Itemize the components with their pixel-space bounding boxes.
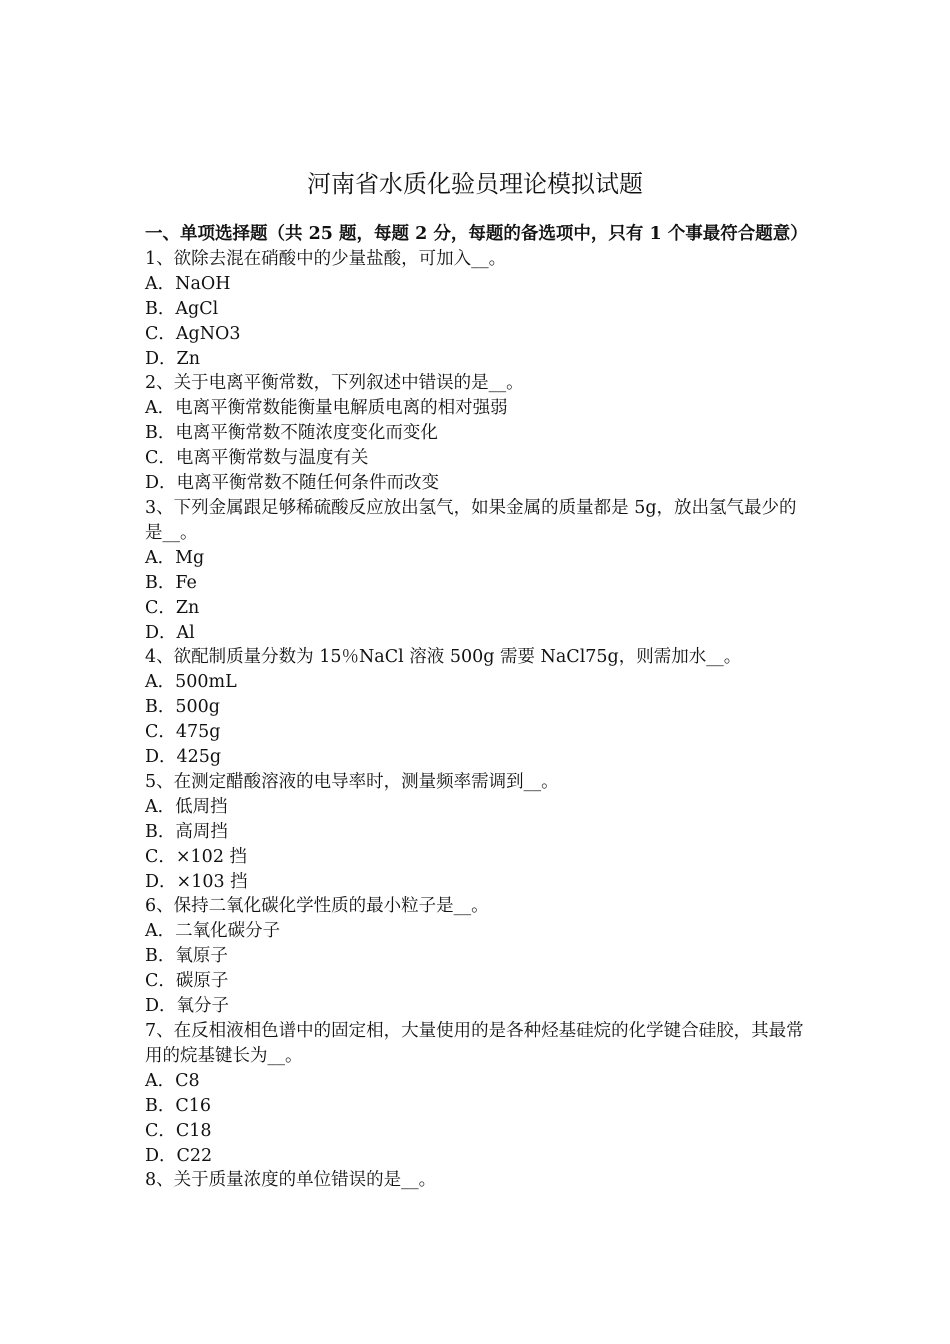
option-b: B．氧原子 [145, 946, 228, 967]
option-c: C．475g [145, 722, 221, 743]
question-stem: 2、关于电离平衡常数，下列叙述中错误的是__。 [145, 373, 524, 394]
question-1 [145, 247, 810, 372]
option-b: B．AgCl [145, 298, 219, 319]
question-8 [145, 1168, 810, 1193]
question-3 [145, 496, 810, 645]
option-a: A．电离平衡常数能衡量电解质电离的相对强弱 [145, 398, 508, 419]
question-stem: 7、在反相液相色谱中的固定相，大量使用的是各种烃基硅烷的化学键合硅胶，其最常用的烷基键长为__。 [145, 1021, 804, 1066]
question-7 [145, 1019, 810, 1168]
option-b: B．500g [145, 697, 220, 718]
option-d: D．氧分子 [145, 996, 230, 1017]
option-c: C．碳原子 [145, 971, 229, 992]
option-b: B．电离平衡常数不随浓度变化而变化 [145, 423, 438, 444]
question-5 [145, 770, 810, 895]
option-d: D．C22 [145, 1145, 213, 1166]
option-d: D．Al [145, 622, 195, 643]
section-heading: 一、单项选择题（共 25 题，每题 2 分，每题的备选项中，只有 1 个事最符合题意） [145, 224, 808, 244]
option-a: A．500mL [145, 672, 237, 693]
option-a: A．Mg [145, 547, 205, 568]
option-d: D．电离平衡常数不随任何条件而改变 [145, 473, 440, 494]
option-b: B．高周挡 [145, 821, 228, 842]
exam-content [145, 222, 810, 1193]
option-c: C．C18 [145, 1120, 212, 1141]
option-b: B．C16 [145, 1095, 212, 1116]
option-c: C．AgNO3 [145, 323, 241, 344]
option-a: A．二氧化碳分子 [145, 921, 281, 942]
question-stem: 3、下列金属跟足够稀硫酸反应放出氢气，如果金属的质量都是 5g，放出氢气最少的是__。 [145, 497, 797, 543]
question-4 [145, 645, 810, 770]
option-c: C．×102 挡 [145, 846, 248, 867]
option-d: D．×103 挡 [145, 871, 248, 892]
option-b: B．Fe [145, 572, 197, 593]
option-d: D．425g [145, 747, 222, 768]
document-title: 河南省水质化验员理论模拟试题 [307, 170, 643, 199]
question-2 [145, 371, 810, 496]
question-stem: 5、在测定醋酸溶液的电导率时，测量频率需调到__。 [145, 771, 559, 792]
question-6 [145, 894, 810, 1019]
question-stem: 1、欲除去混在硝酸中的少量盐酸，可加入__。 [145, 248, 507, 269]
option-a: A．低周挡 [145, 796, 228, 817]
option-a: A．NaOH [145, 273, 231, 294]
option-c: C．电离平衡常数与温度有关 [145, 448, 369, 469]
option-d: D．Zn [145, 348, 200, 369]
option-c: C．Zn [145, 597, 200, 618]
option-a: A．C8 [145, 1070, 200, 1091]
question-stem: 4、欲配制质量分数为 15％NaCl 溶液 500g 需要 NaCl75g，则需加水__。 [145, 647, 742, 668]
question-stem: 6、保持二氧化碳化学性质的最小粒子是__。 [145, 896, 489, 917]
question-stem: 8、关于质量浓度的单位错误的是__。 [145, 1170, 437, 1191]
